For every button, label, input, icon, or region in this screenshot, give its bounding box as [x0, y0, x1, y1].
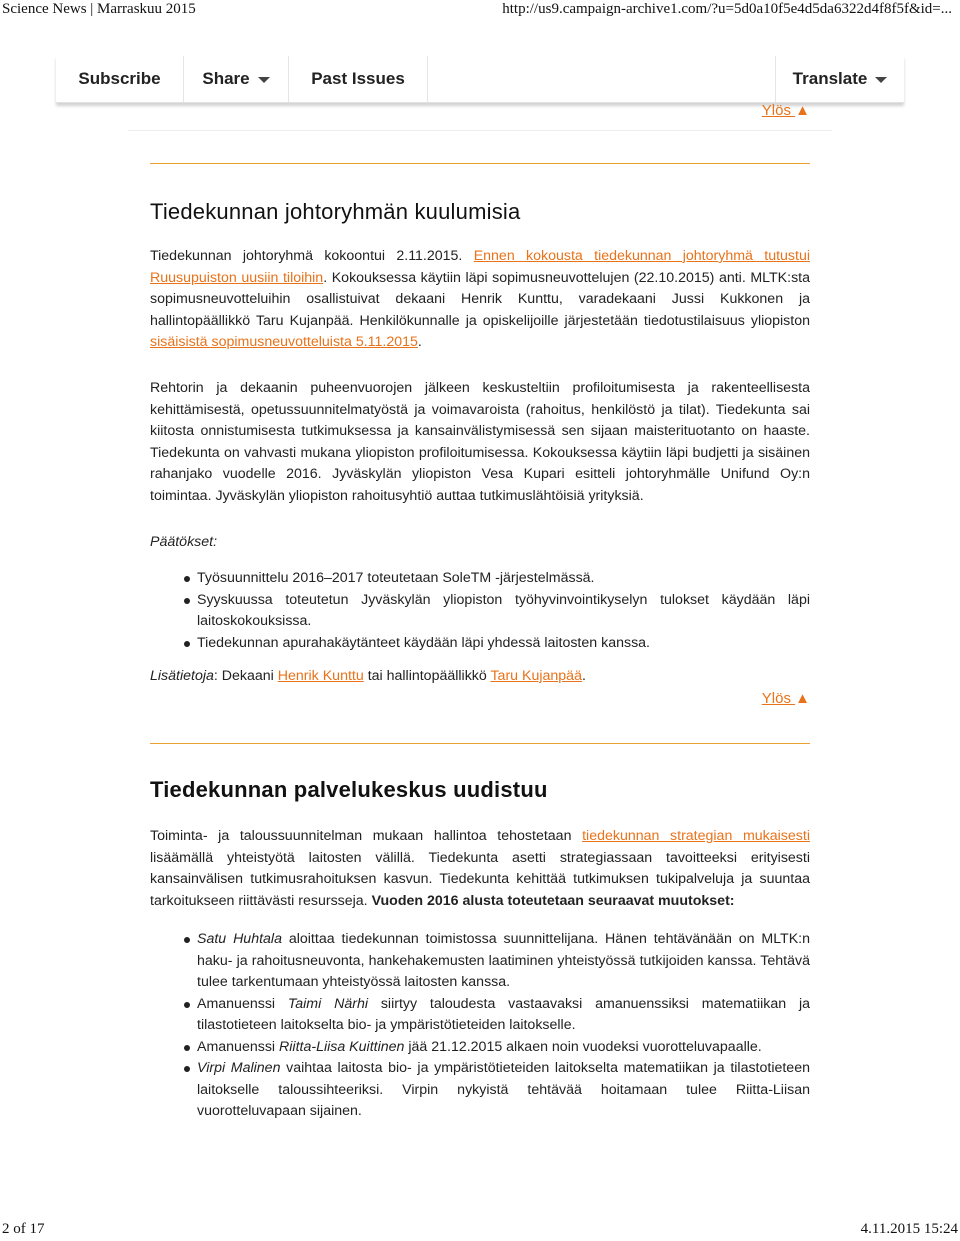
- person-name: Riitta-Liisa Kuittinen: [279, 1038, 405, 1055]
- contact-label: Lisätietoja: [150, 668, 214, 684]
- past-issues-button[interactable]: [289, 56, 427, 102]
- strategia-link[interactable]: tiedekunnan strategian mukaisesti: [582, 828, 810, 844]
- section-paragraph: [150, 826, 810, 912]
- content-divider: [128, 130, 832, 131]
- back-to-top-link[interactable]: [762, 690, 810, 707]
- chevron-down-icon: [875, 77, 887, 83]
- list-item: [150, 929, 810, 994]
- nav-divider: [427, 56, 428, 102]
- campaign-nav-bar: [56, 56, 904, 103]
- ruusupuisto-link[interactable]: Ennen kokousta tiedekunnan johtoryhmä tutustui Ruusupuiston uusiin tiloihin: [150, 248, 810, 286]
- text-run: : Dekaani: [213, 668, 278, 684]
- taru-kujanpaa-link[interactable]: Taru Kujanpää: [490, 668, 582, 684]
- subscribe-button[interactable]: [56, 56, 183, 102]
- section-title: Tiedekunnan palvelukeskus uudistuu: [150, 777, 548, 802]
- list-item: [150, 994, 810, 1037]
- translate-label: Translate: [792, 69, 868, 88]
- list-item: [150, 1058, 810, 1123]
- person-name: Taimi Närhi: [287, 995, 368, 1012]
- text-run: jää 21.12.2015 alkaen noin vuodeksi vuorotteluvapaalle.: [404, 1038, 762, 1055]
- past-issues-label: Past Issues: [311, 69, 405, 88]
- list-item: Syyskuussa toteutetun Jyväskylän yliopiston työhyvinvointikyselyn tulokset käydään läpi laitoskokouksissa.: [150, 590, 810, 633]
- up-arrow-icon: ▲: [795, 102, 810, 119]
- subscribe-label: Subscribe: [78, 69, 161, 88]
- changes-list: [150, 929, 810, 1123]
- section-paragraph: [150, 246, 810, 354]
- section-rule: [150, 743, 810, 744]
- text-run: Amanuenssi: [197, 1038, 280, 1055]
- text-run: aloittaa tiedekunnan toimistossa suunnittelijana. Hänen tehtävänään on MLTK:n haku- ja rahoitusneuvonta, hankehakemusten laatiminen yhteistyössä tutkijoiden kanssa. Tehtävä tulee tarkentumaan yhteistyössä laitosten kanssa.: [197, 931, 810, 990]
- chevron-down-icon: [258, 77, 270, 83]
- text-run: lisäämällä yhteistyötä laitosten välillä. Tiedekunta asetti strategiassaan tavoitteeksi erityisesti kansainvälisen tutkimusrahoituksen kasvun. Tiedekunta kehittää tutkimuksen tukipalveluja ja suuntaa tarkoitukseen riittävästi resursseja.: [150, 849, 810, 909]
- list-item: [150, 1037, 810, 1059]
- text-run: vaihtaa laitosta bio- ja ympäristötieteiden laitokselta matematiikan ja tilastotieteen laitokselle taloussihteeriksi. Virpin nykyistä tehtävää hoitamaan tulee Riitta-Liisan vuorotteluvapaan sijainen.: [197, 1060, 810, 1119]
- up-arrow-icon: ▲: [795, 690, 810, 707]
- share-label: Share: [202, 69, 250, 88]
- print-header: [0, 0, 960, 22]
- print-footer: [0, 1219, 960, 1241]
- list-item: Työsuunnittelu 2016–2017 toteutetaan SoleTM -järjestelmässä.: [150, 568, 810, 590]
- text-run: Tiedekunnan johtoryhmä kokoontui 2.11.2015.: [150, 248, 474, 264]
- print-timestamp: 4.11.2015 15:24: [860, 1221, 958, 1237]
- text-run: Vuoden 2016 alusta toteutetaan seuraavat muutokset:: [371, 892, 735, 909]
- section-rule: [150, 163, 810, 164]
- list-item: Tiedekunnan apurahakäytänteet käydään läpi yhdessä laitosten kanssa.: [150, 633, 810, 655]
- back-to-top-link[interactable]: [762, 102, 810, 119]
- sopimusneuvottelut-link[interactable]: sisäisistä sopimusneuvotteluista 5.11.2015: [150, 334, 418, 350]
- person-name: Satu Huhtala: [197, 931, 282, 947]
- back-to-top-label: Ylös: [761, 690, 791, 707]
- page-count: 2 of 17: [2, 1221, 45, 1237]
- text-run: Toiminta- ja taloussuunnitelman mukaan hallintoa tehostetaan: [150, 828, 583, 844]
- translate-menu-button[interactable]: [776, 56, 904, 102]
- decisions-label: Päätökset:: [150, 534, 218, 550]
- back-to-top-label: Ylös: [761, 102, 791, 119]
- person-name: Virpi Malinen: [197, 1060, 281, 1076]
- text-run: .: [417, 334, 422, 350]
- print-header-title: Science News | Marraskuu 2015: [2, 1, 196, 17]
- contact-info: [150, 666, 810, 688]
- henrik-kunttu-link[interactable]: Henrik Kunttu: [277, 668, 364, 684]
- text-run: Amanuenssi: [197, 995, 288, 1012]
- section-title: Tiedekunnan johtoryhmän kuulumisia: [150, 199, 521, 224]
- print-header-url: http://us9.campaign-archive1.com/?u=5d0a10f5e4d5da6322d4f8f5f&id=...: [502, 1, 952, 17]
- text-run: siirtyy taloudesta vastaavaksi amanuenssiksi matematiikan ja tilastotieteen laitokselta bio- ja ympäristötieteiden laitokselle.: [197, 995, 810, 1033]
- decisions-list: [150, 568, 810, 654]
- text-run: .: [581, 668, 586, 684]
- text-run: . Kokouksessa käytiin läpi sopimusneuvottelujen (22.10.2015) anti. MLTK:sta sopimusneuvotteluihin osallistuivat dekaani Henrik Kunttu, varadekaani Jussi Kukkonen ja hallintopäällikkö Taru Kujanpää. Henkilökunnalle ja opiskelijoille järjestetään tiedotustilaisuus yliopiston: [150, 269, 811, 329]
- section-paragraph: Rehtorin ja dekaanin puheenvuorojen jälkeen keskusteltiin profiloitumisesta ja rakenteellisesta kehittämisestä, opetussuunnitelmatyöstä ja voimavaroista (rahoitus, henkilöstö ja tilat). Tiedekunta sai kiitosta onnistumisesta tutkimuksessa ja kansainvälistymisessä sen sijaan maisterituotanto on haaste. Tiedekunta on vahvasti mukana yliopiston profiloitumisessa. Kokouksessa käytiin läpi budjetti ja sisäinen rahanjako vuodelle 2016. Jyväskylän yliopiston Vesa Kupari esitteli johtoryhmälle Unifund Oy:n toimintaa. Jyväskylän yliopiston rahoitusyhtiö auttaa tutkimuslähtöisiä yrityksiä.: [150, 380, 810, 504]
- text-run: tai hallintopäällikkö: [363, 668, 491, 684]
- share-menu-button[interactable]: [184, 56, 288, 102]
